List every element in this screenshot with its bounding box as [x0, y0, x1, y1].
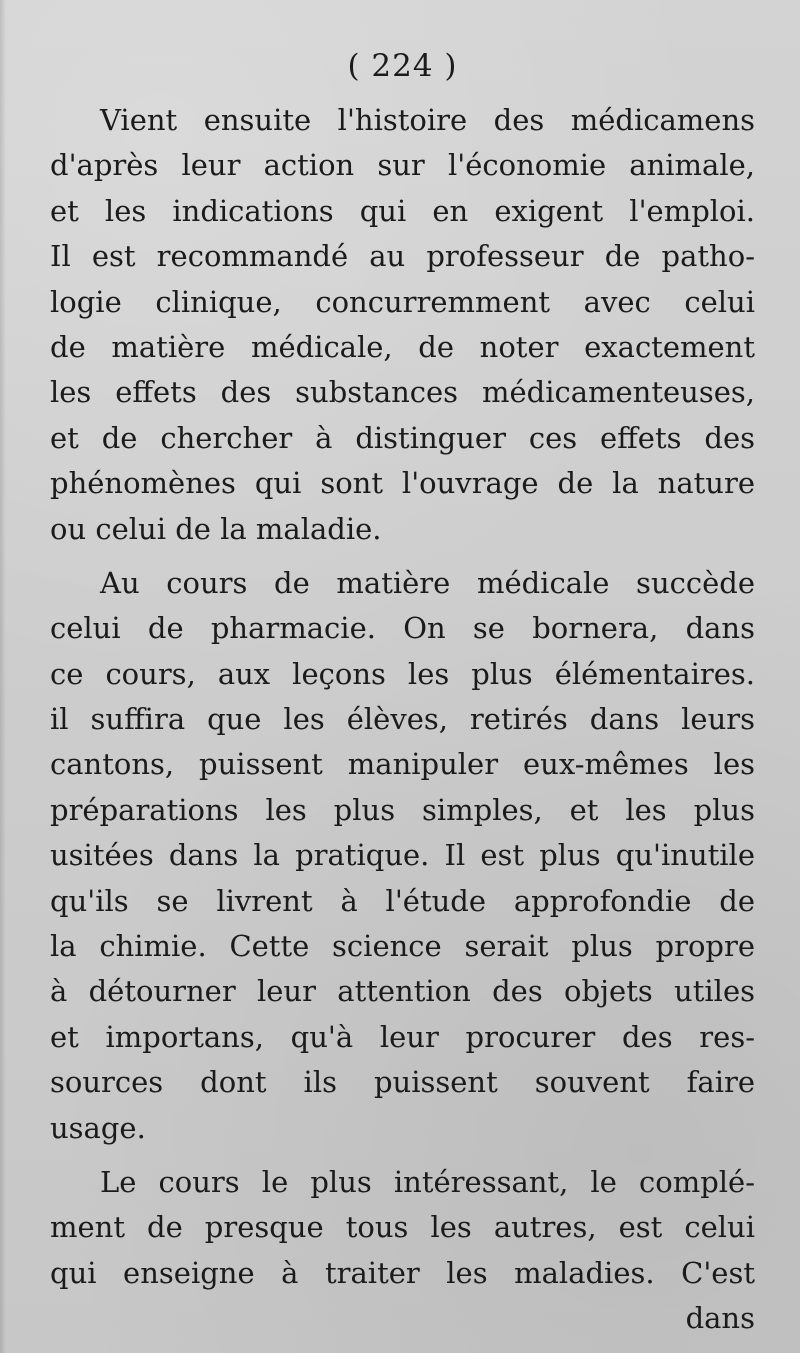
paragraph	[50, 1160, 755, 1342]
text-line: la chimie. Cette science serait plus propre	[50, 929, 755, 964]
text-line: phénomènes qui sont l'ouvrage de la nature	[50, 466, 755, 501]
text-line: et importans, qu'à leur procurer des res-	[50, 1019, 755, 1054]
text-line: sources dont ils puissent souvent faire	[50, 1065, 755, 1100]
text-line: et les indications qui en exigent l'emploi.	[50, 193, 755, 228]
text-line: Il est recommandé au professeur de patho-	[50, 239, 755, 274]
text-line: à détourner leur attention des objets utiles	[50, 974, 755, 1009]
page-edge-shadow	[0, 0, 6, 1353]
text-line: il suffira que les élèves, retirés dans leurs	[50, 702, 755, 737]
paragraph	[50, 98, 755, 552]
text-line: d'après leur action sur l'économie animale,	[50, 148, 755, 183]
text-line: Le cours le plus intéressant, le complé-	[100, 1164, 755, 1199]
text-line: cantons, puissent manipuler eux-mêmes les	[50, 747, 755, 782]
text-line: celui de pharmacie. On se bornera, dans	[50, 611, 755, 646]
text-line: et de chercher à distinguer ces effets des	[50, 420, 755, 455]
text-line: de matière médicale, de noter exactement	[50, 329, 755, 364]
text-line: usitées dans la pratique. Il est plus qu'inutile	[50, 838, 755, 873]
text-line: ou celui de la maladie.	[50, 511, 382, 546]
text-line: préparations les plus simples, et les plus	[50, 792, 755, 827]
text-line: logie clinique, concurremment avec celui	[50, 284, 755, 319]
body-text	[50, 98, 755, 1342]
text-line: qu'ils se livrent à l'étude approfondie de	[50, 883, 755, 918]
paragraph-gap	[50, 1151, 755, 1160]
text-line: ce cours, aux leçons les plus élémentaires.	[50, 656, 755, 691]
text-line: Au cours de matière médicale succède	[100, 565, 755, 600]
text-line: usage.	[50, 1110, 146, 1145]
paragraph	[50, 561, 755, 1151]
text-line: Vient ensuite l'histoire des médicamens	[100, 103, 755, 137]
text-line: les effets des substances médicamenteuses,	[50, 375, 755, 410]
text-line: qui enseigne à traiter les maladies. C'est	[50, 1255, 755, 1290]
paragraph-gap	[50, 552, 755, 561]
catchword: dans	[685, 1301, 755, 1336]
text-line: ment de presque tous les autres, est celui	[50, 1210, 755, 1245]
page-number: ( 224 )	[347, 48, 458, 84]
